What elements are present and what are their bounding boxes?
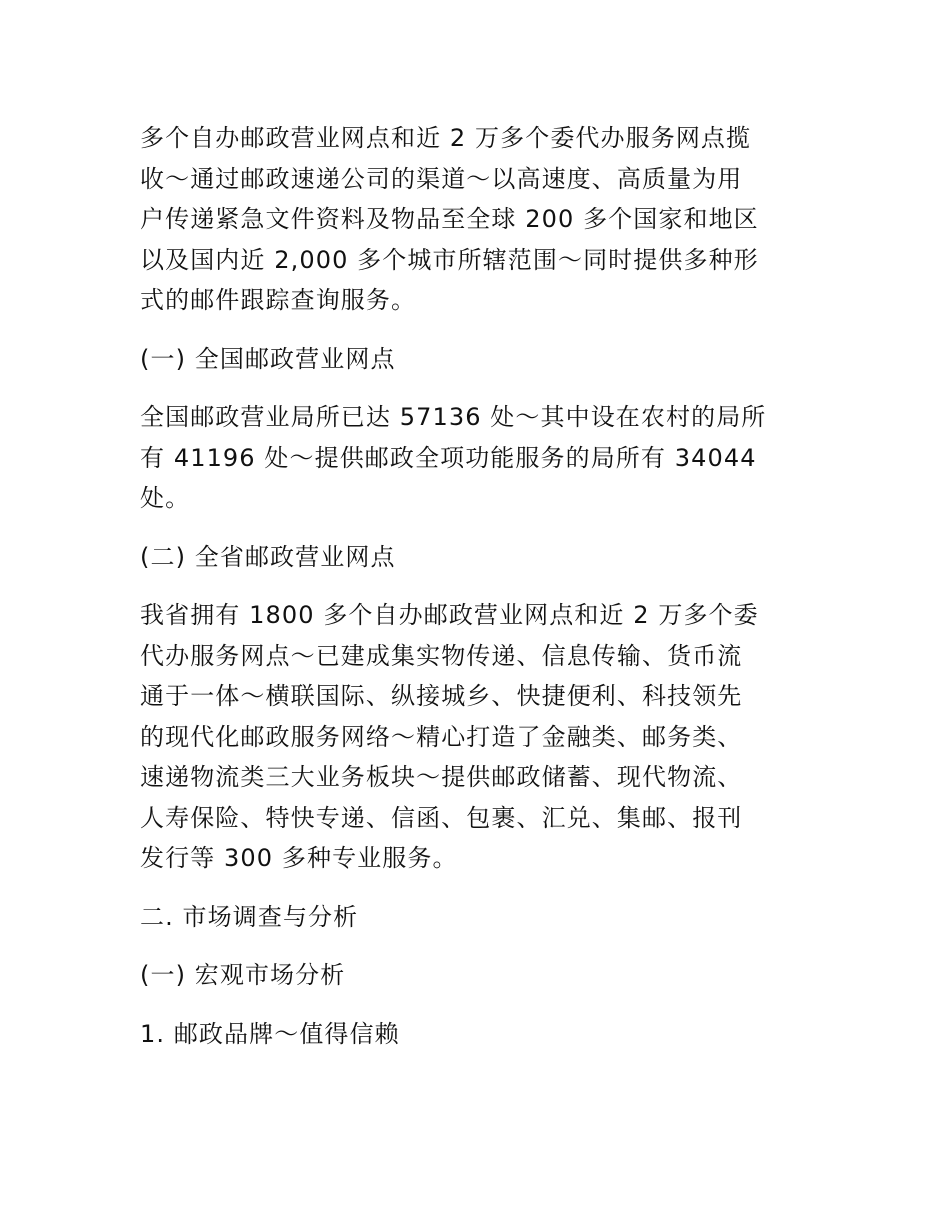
text-line: 人寿保险、特快专递、信函、包裹、汇兑、集邮、报刊 [140, 803, 743, 832]
text-line: 处。 [140, 484, 191, 512]
paragraph-national-offices [140, 397, 810, 519]
text-line: 式的邮件跟踪查询服务。 [140, 286, 417, 314]
text-line: 收～通过邮政速递公司的渠道～以高速度、高质量为用 [140, 164, 743, 193]
section-heading-market-research [140, 897, 810, 938]
text-line: 多个自办邮政营业网点和近 2 万多个委代办服务网点揽 [140, 124, 752, 152]
text-line: 以及国内近 2,000 多个城市所辖范围～同时提供多种形 [140, 245, 759, 274]
section-heading-brand-trust [140, 1014, 810, 1055]
text-line: 的现代化邮政服务网络～精心打造了金融类、邮务类、 [140, 722, 743, 751]
text-line: 发行等 300 多种专业服务。 [140, 844, 458, 872]
heading-line: 二. 市场调查与分析 [140, 902, 359, 931]
text-line: 速递物流类三大业务板块～提供邮政储蓄、现代物流、 [140, 763, 743, 791]
paragraph-intro [140, 118, 810, 321]
text-line: 户传递紧急文件资料及物品至全球 200 多个国家和地区 [140, 205, 759, 233]
text-line: 全国邮政营业局所已达 57136 处～其中设在农村的局所 [140, 403, 767, 431]
heading-line: (一) 宏观市场分析 [140, 961, 346, 989]
text-line: 我省拥有 1800 多个自办邮政营业网点和近 2 万多个委 [140, 601, 759, 629]
text-line: 代办服务网点～已建成集实物传递、信息传输、货币流 [140, 641, 743, 670]
document-body [140, 118, 810, 1054]
text-line: 有 41196 处～提供邮政全项功能服务的局所有 34044 [140, 443, 757, 472]
text-line: 通于一体～横联国际、纵接城乡、快捷便利、科技领先 [140, 682, 743, 710]
heading-line: (二) 全省邮政营业网点 [140, 542, 396, 571]
paragraph-provincial-offices [140, 595, 810, 879]
section-heading-national [140, 339, 810, 380]
heading-line: (一) 全国邮政营业网点 [140, 344, 396, 373]
section-heading-macro-market [140, 955, 810, 996]
heading-line: 1. 邮政品牌～值得信赖 [140, 1019, 400, 1048]
section-heading-provincial [140, 537, 810, 578]
